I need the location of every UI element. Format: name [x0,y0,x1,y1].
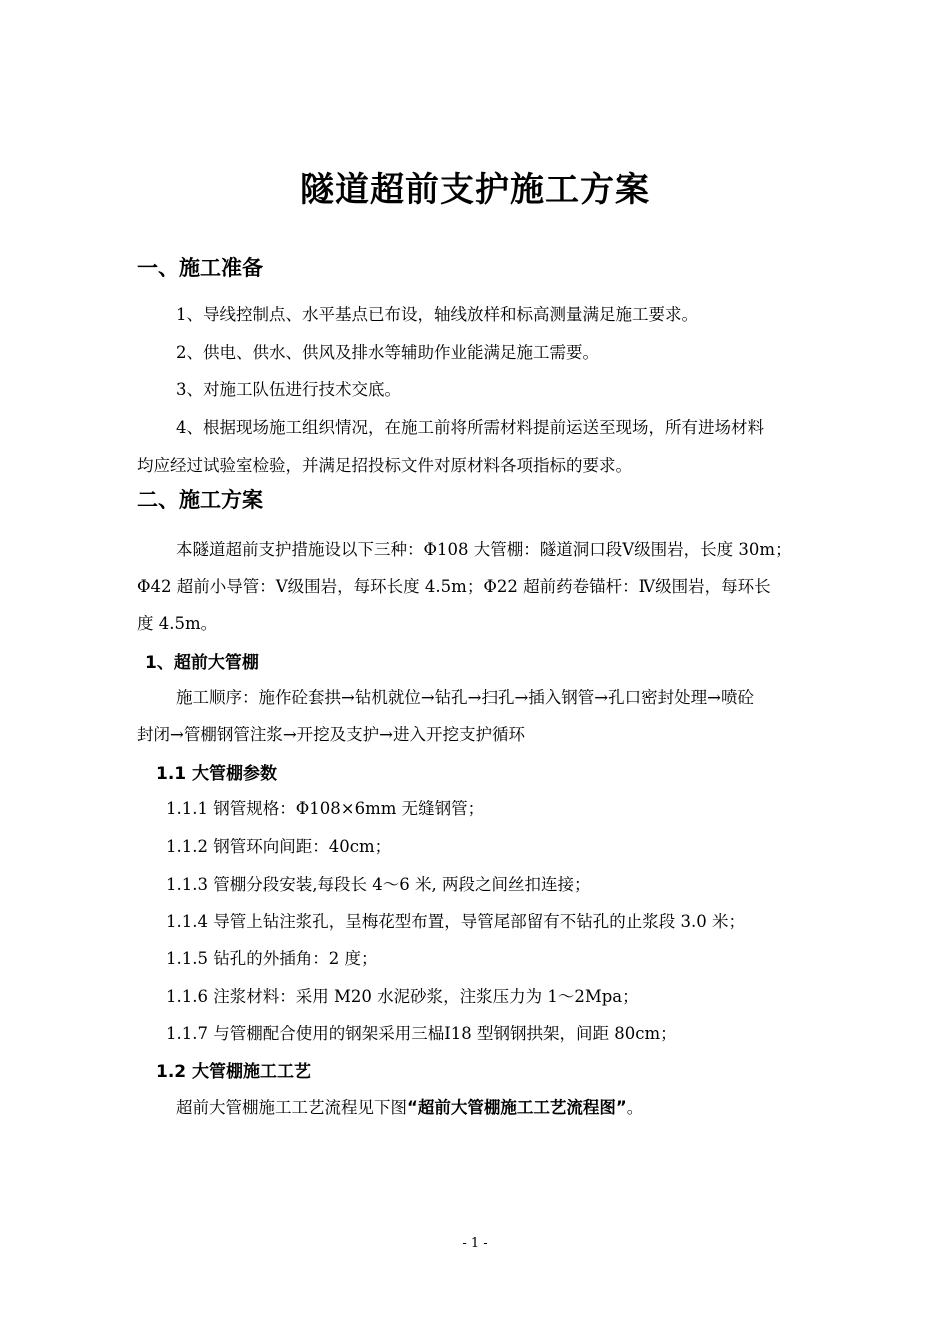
param-1-1-2: 1.1.2 钢管环向间距：40cm； [166,837,392,856]
prep-item-2: 2、供电、供水、供风及排水等辅助作业能满足施工需要。 [176,343,599,362]
flow-chart-reference: “超前大管棚施工工艺流程图” [407,1098,627,1117]
subsection-heading-pipe-roof: 1、超前大管棚 [145,653,259,673]
plan-paragraph-line2: Φ42 超前小导管：Ⅴ级围岩，每环长度 4.5m；Φ22 超前药卷锚杆：Ⅳ级围岩，每环长 [137,577,771,596]
document-title: 隧道超前支护施工方案 [300,170,650,210]
flow-suffix: 。 [626,1098,644,1117]
flow-reference-line [176,1094,901,1118]
subsection-heading-parameters: 1.1 大管棚参数 [156,764,278,784]
param-1-1-7: 1.1.7 与管棚配合使用的钢架采用三榀Ⅰ18 型钢钢拱架，间距 80cm； [166,1024,677,1043]
param-1-1-1: 1.1.1 钢管规格：Φ108×6mm 无缝钢管； [166,799,485,818]
plan-paragraph-line3: 度 4.5m。 [137,614,218,633]
page-number: - 1 - [462,1236,488,1251]
flow-prefix: 超前大管棚施工工艺流程见下图 [176,1098,407,1117]
prep-item-1: 1、导线控制点、水平基点已布设，轴线放样和标高测量满足施工要求。 [176,305,698,324]
prep-item-4-line2: 均应经过试验室检验，并满足招投标文件对原材料各项指标的要求。 [137,456,632,475]
subsection-heading-process: 1.2 大管棚施工工艺 [156,1062,312,1082]
section-heading-plan: 二、施工方案 [137,488,263,512]
param-1-1-3: 1.1.3 管棚分段安装,每段长 4～6 米, 两段之间丝扣连接； [166,875,591,894]
prep-item-4-line1: 4、根据现场施工组织情况，在施工前将所需材料提前运送至现场，所有进场材料 [176,418,764,437]
param-1-1-5: 1.1.5 钻孔的外插角：2 度； [166,949,378,968]
param-1-1-6: 1.1.6 注浆材料：采用 M20 水泥砂浆，注浆压力为 1～2Mpa； [166,987,639,1006]
prep-item-3: 3、对施工队伍进行技术交底。 [176,380,401,399]
sequence-line2: 封闭→管棚钢管注浆→开挖及支护→进入开挖支护循环 [137,725,525,744]
section-heading-preparation: 一、施工准备 [137,256,263,280]
param-1-1-4: 1.1.4 导管上钻注浆孔，呈梅花型布置，导管尾部留有不钻孔的止浆段 3.0 米； [166,912,745,931]
plan-paragraph-line1: 本隧道超前支护措施设以下三种：Φ108 大管棚：隧道洞口段Ⅴ级围岩，长度 30m； [176,540,792,559]
sequence-line1: 施工顺序：施作砼套拱→钻机就位→钻孔→扫孔→插入钢管→孔口密封处理→喷砼 [176,688,754,707]
